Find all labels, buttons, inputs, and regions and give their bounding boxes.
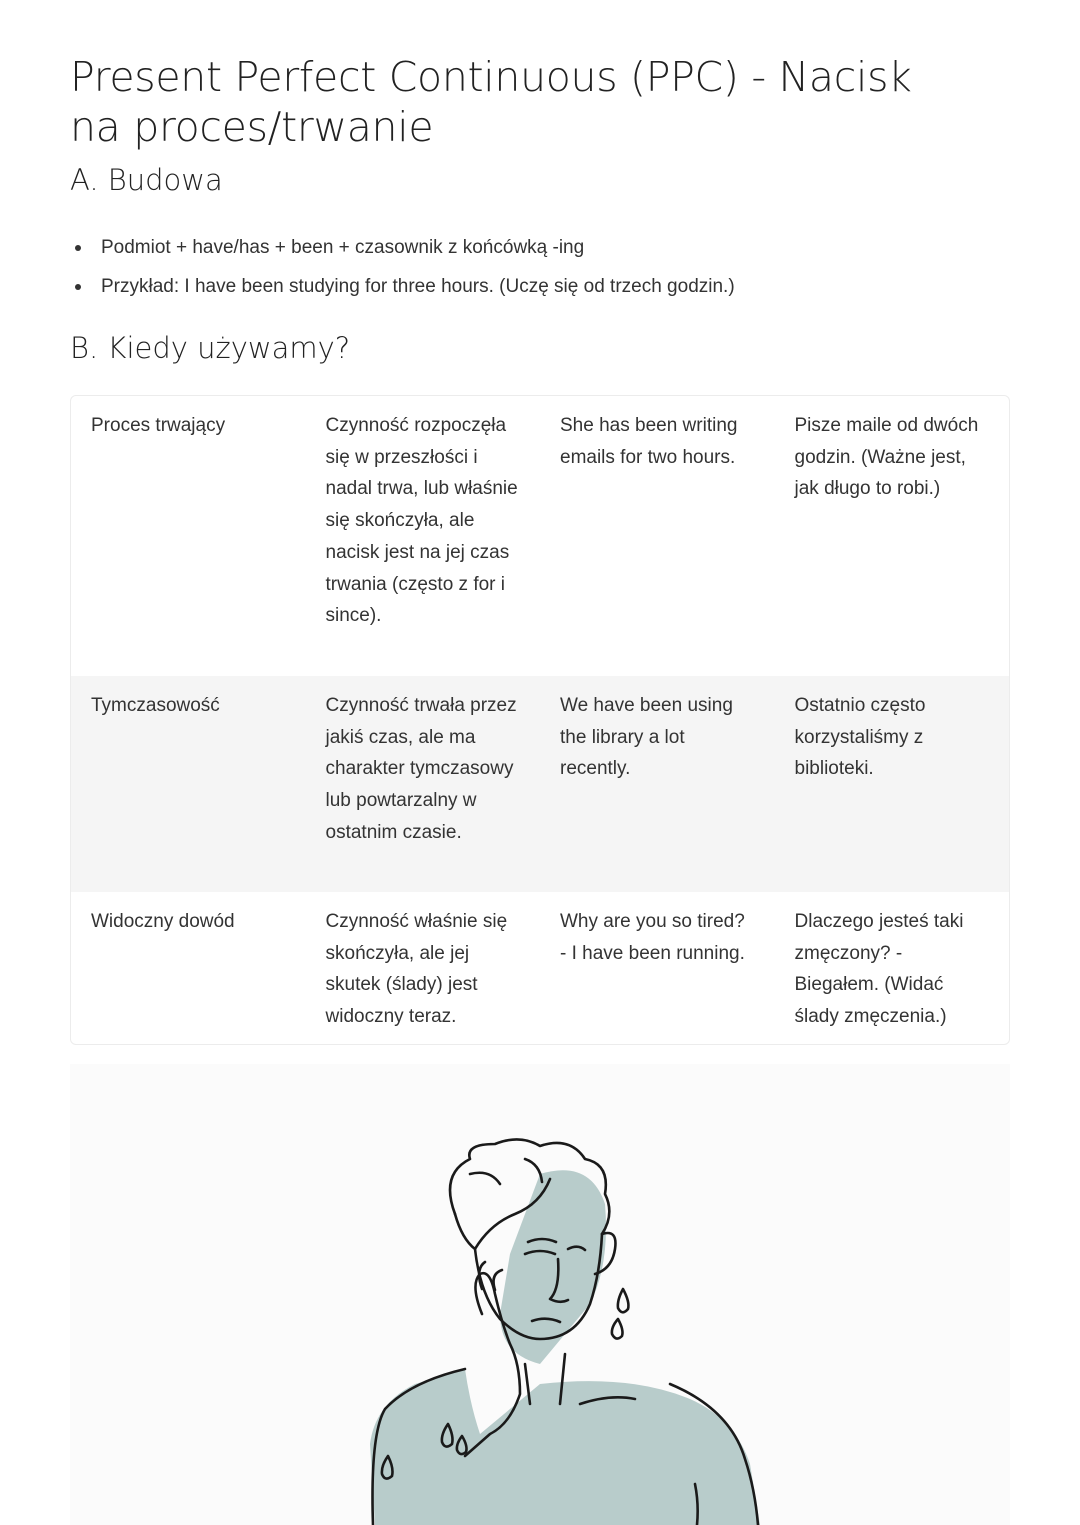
cell-example: She has been writing emails for two hours.	[560, 415, 738, 468]
cell-use: Widoczny dowód	[91, 911, 235, 932]
bullet-structure: Podmiot + have/has + been + czasownik z końcówką -ing	[70, 228, 970, 267]
page-title: Present Perfect Continuous (PPC) - Nacisk na proces/trwanie	[70, 53, 912, 151]
cell-translation: Ostatnio często korzystaliśmy z biblioteki.	[794, 695, 926, 780]
tired-man-illustration	[70, 1064, 1010, 1525]
cell-description: Czynność właśnie się skończyła, ale jej skutek (ślady) jest widoczny teraz.	[325, 911, 508, 1028]
cell-use: Proces trwający	[91, 415, 226, 436]
cell-translation: Pisze maile od dwóch godzin. (Ważne jest, jak długo to robi.)	[794, 415, 979, 500]
section-b-heading: B. Kiedy używamy?	[70, 331, 351, 365]
cell-example: We have been using the library a lot recently.	[560, 695, 733, 780]
bullet-example: Przykład: I have been studying for three hours. (Uczę się od trzech godzin.)	[70, 267, 970, 306]
table-row	[71, 676, 1009, 892]
cell-example: Why are you so tired? - I have been running.	[560, 911, 745, 964]
cell-translation: Dlaczego jesteś taki zmęczony? - Biegałem. (Widać ślady zmęczenia.)	[794, 911, 964, 1028]
structure-bullet-list	[70, 228, 970, 306]
section-a-heading: A. Budowa	[70, 163, 223, 197]
cell-description: Czynność trwała przez jakiś czas, ale ma charakter tymczasowy lub powtarzalny w ostatnim czasie.	[325, 695, 517, 843]
usage-table	[70, 395, 1010, 1045]
cell-description: Czynność rozpoczęła się w przeszłości i nadal trwa, lub właśnie się skończyła, ale nacisk jest na jej czas trwania (często z for i since).	[325, 415, 518, 627]
table-row	[71, 892, 1009, 1044]
table-row	[71, 396, 1009, 676]
tired-man-icon	[70, 1064, 1010, 1525]
cell-use: Tymczasowość	[91, 695, 220, 716]
